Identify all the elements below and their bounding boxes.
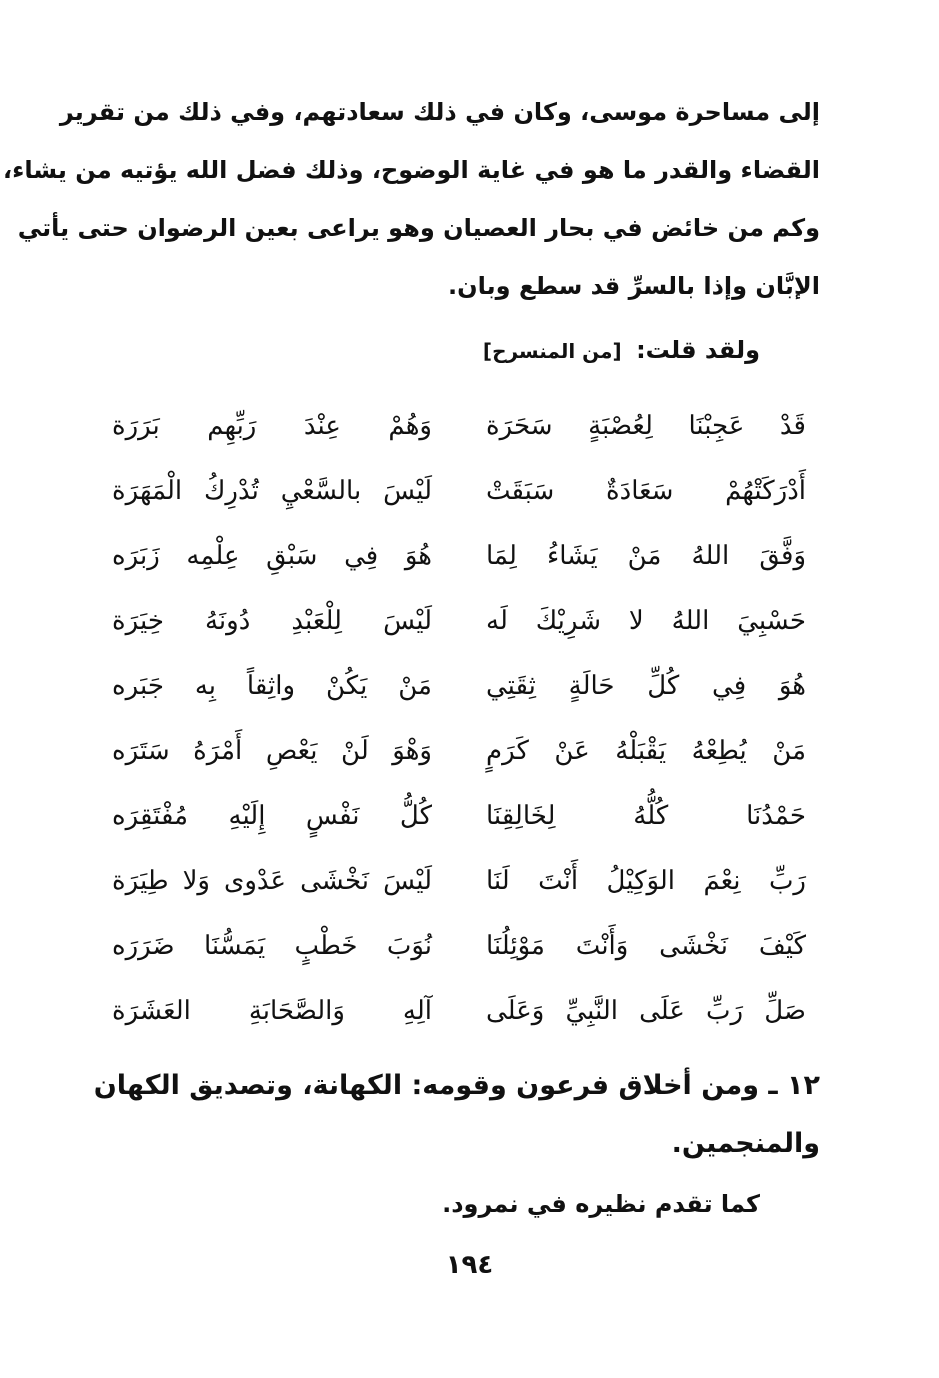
page-number: ١٩٤: [445, 1250, 494, 1280]
verse-second-hemistich: نُوَبَ خَطْبٍ يَمَسُّنَا ضَرَرَه: [112, 931, 432, 961]
verse-row: [100, 794, 820, 838]
verse-first-hemistich: حَسْبِيَ اللهُ لا شَرِيْكَ لَه: [486, 606, 806, 636]
verse-first-hemistich: كَيْفَ نَخْشَى وَأَنْتَ مَوْئِلُنَا: [486, 931, 806, 961]
verse-second-hemistich: لَيْسَ نَخْشَى عَدْوى وَلا طِيَرَة: [112, 866, 432, 896]
verse-row: [100, 729, 820, 773]
verse-first-hemistich: رَبِّ نِعْمَ الوَكِيْلُ أَنْتَ لَنَا: [486, 866, 806, 896]
verse-row: [100, 404, 820, 448]
verse-row: [100, 599, 820, 643]
verse-second-hemistich: وَهْوَ لَنْ يَعْصِ أَمْرَهُ سَتَرَه: [112, 736, 432, 766]
meter-label: [من المنسرح]: [482, 339, 622, 363]
verse-first-hemistich: أَدْرَكَتْهُمْ سَعَادَةٌ سَبَقَتْ: [486, 476, 806, 506]
verse-second-hemistich: مَنْ يَكُنْ واثِقاً بِه جَبَره: [112, 671, 432, 701]
verse-first-hemistich: مَنْ يُطِعْهُ يَقْبَلْهُ عَنْ كَرَمٍ: [486, 736, 806, 766]
verse-second-hemistich: كُلُّ نَفْسٍ إِلَيْهِ مُفْتَقِرَه: [112, 801, 432, 831]
prose-line-3: وكم من خائض في بحار العصيان وهو يراعى بعين الرضوان حتى يأتي: [17, 214, 820, 242]
prose-line-2: القضاء والقدر ما هو في غاية الوضوح، وذلك فضل الله يؤتيه من يشاء،: [3, 156, 820, 184]
verse-row: [100, 859, 820, 903]
closing-line: كما تقدم نظيره في نمرود.: [442, 1190, 760, 1218]
verse-first-hemistich: قَدْ عَجِبْنَا لِعُصْبَةٍ سَحَرَة: [486, 411, 806, 441]
verse-row: [100, 469, 820, 513]
verse-first-hemistich: وَفَّقَ اللهُ مَنْ يَشَاءُ لِمَا: [486, 541, 806, 571]
verse-first-hemistich: صَلِّ رَبِّ عَلَى النَّبِيِّ وَعَلَى: [486, 996, 806, 1026]
section-heading-line-1: ١٢ ـ ومن أخلاق فرعون وقومه: الكهانة، وتصديق الكهان: [93, 1070, 820, 1101]
verse-row: [100, 534, 820, 578]
verse-first-hemistich: حَمْدُنَا كُلُّهُ لِخَالِقِنَا: [486, 801, 806, 831]
prose-line-4: الإبَّان وإذا بالسرِّ قد سطع وبان.: [448, 272, 820, 300]
prose-line-1: إلى مساحرة موسى، وكان في ذلك سعادتهم، وفي ذلك من تقرير: [59, 98, 820, 126]
verse-second-hemistich: وَهُمْ عِنْدَ رَبِّهِم بَرَرَة: [112, 411, 432, 441]
verse-second-hemistich: آلِهِ وَالصَّحَابَةِ العَشَرَة: [112, 996, 432, 1026]
verse-row: [100, 924, 820, 968]
verse-row: [100, 664, 820, 708]
section-heading-line-2: والمنجمين.: [671, 1128, 820, 1159]
verse-first-hemistich: هُوَ فِي كُلِّ حَالَةٍ ثِقَتِي: [486, 671, 806, 701]
verse-second-hemistich: لَيْسَ بالسَّعْيِ تُدْرِكُ الْمَهَرَة: [112, 476, 432, 506]
verse-second-hemistich: لَيْسَ لِلْعَبْدِ دُونَهُ خِيَرَة: [112, 606, 432, 636]
verse-intro: [100, 336, 760, 364]
verse-second-hemistich: هُوَ فِي سَبْقِ عِلْمِه زَبَرَه: [112, 541, 432, 571]
verse-row: [100, 989, 820, 1033]
intro-text: ولقد قلت:: [636, 336, 760, 364]
